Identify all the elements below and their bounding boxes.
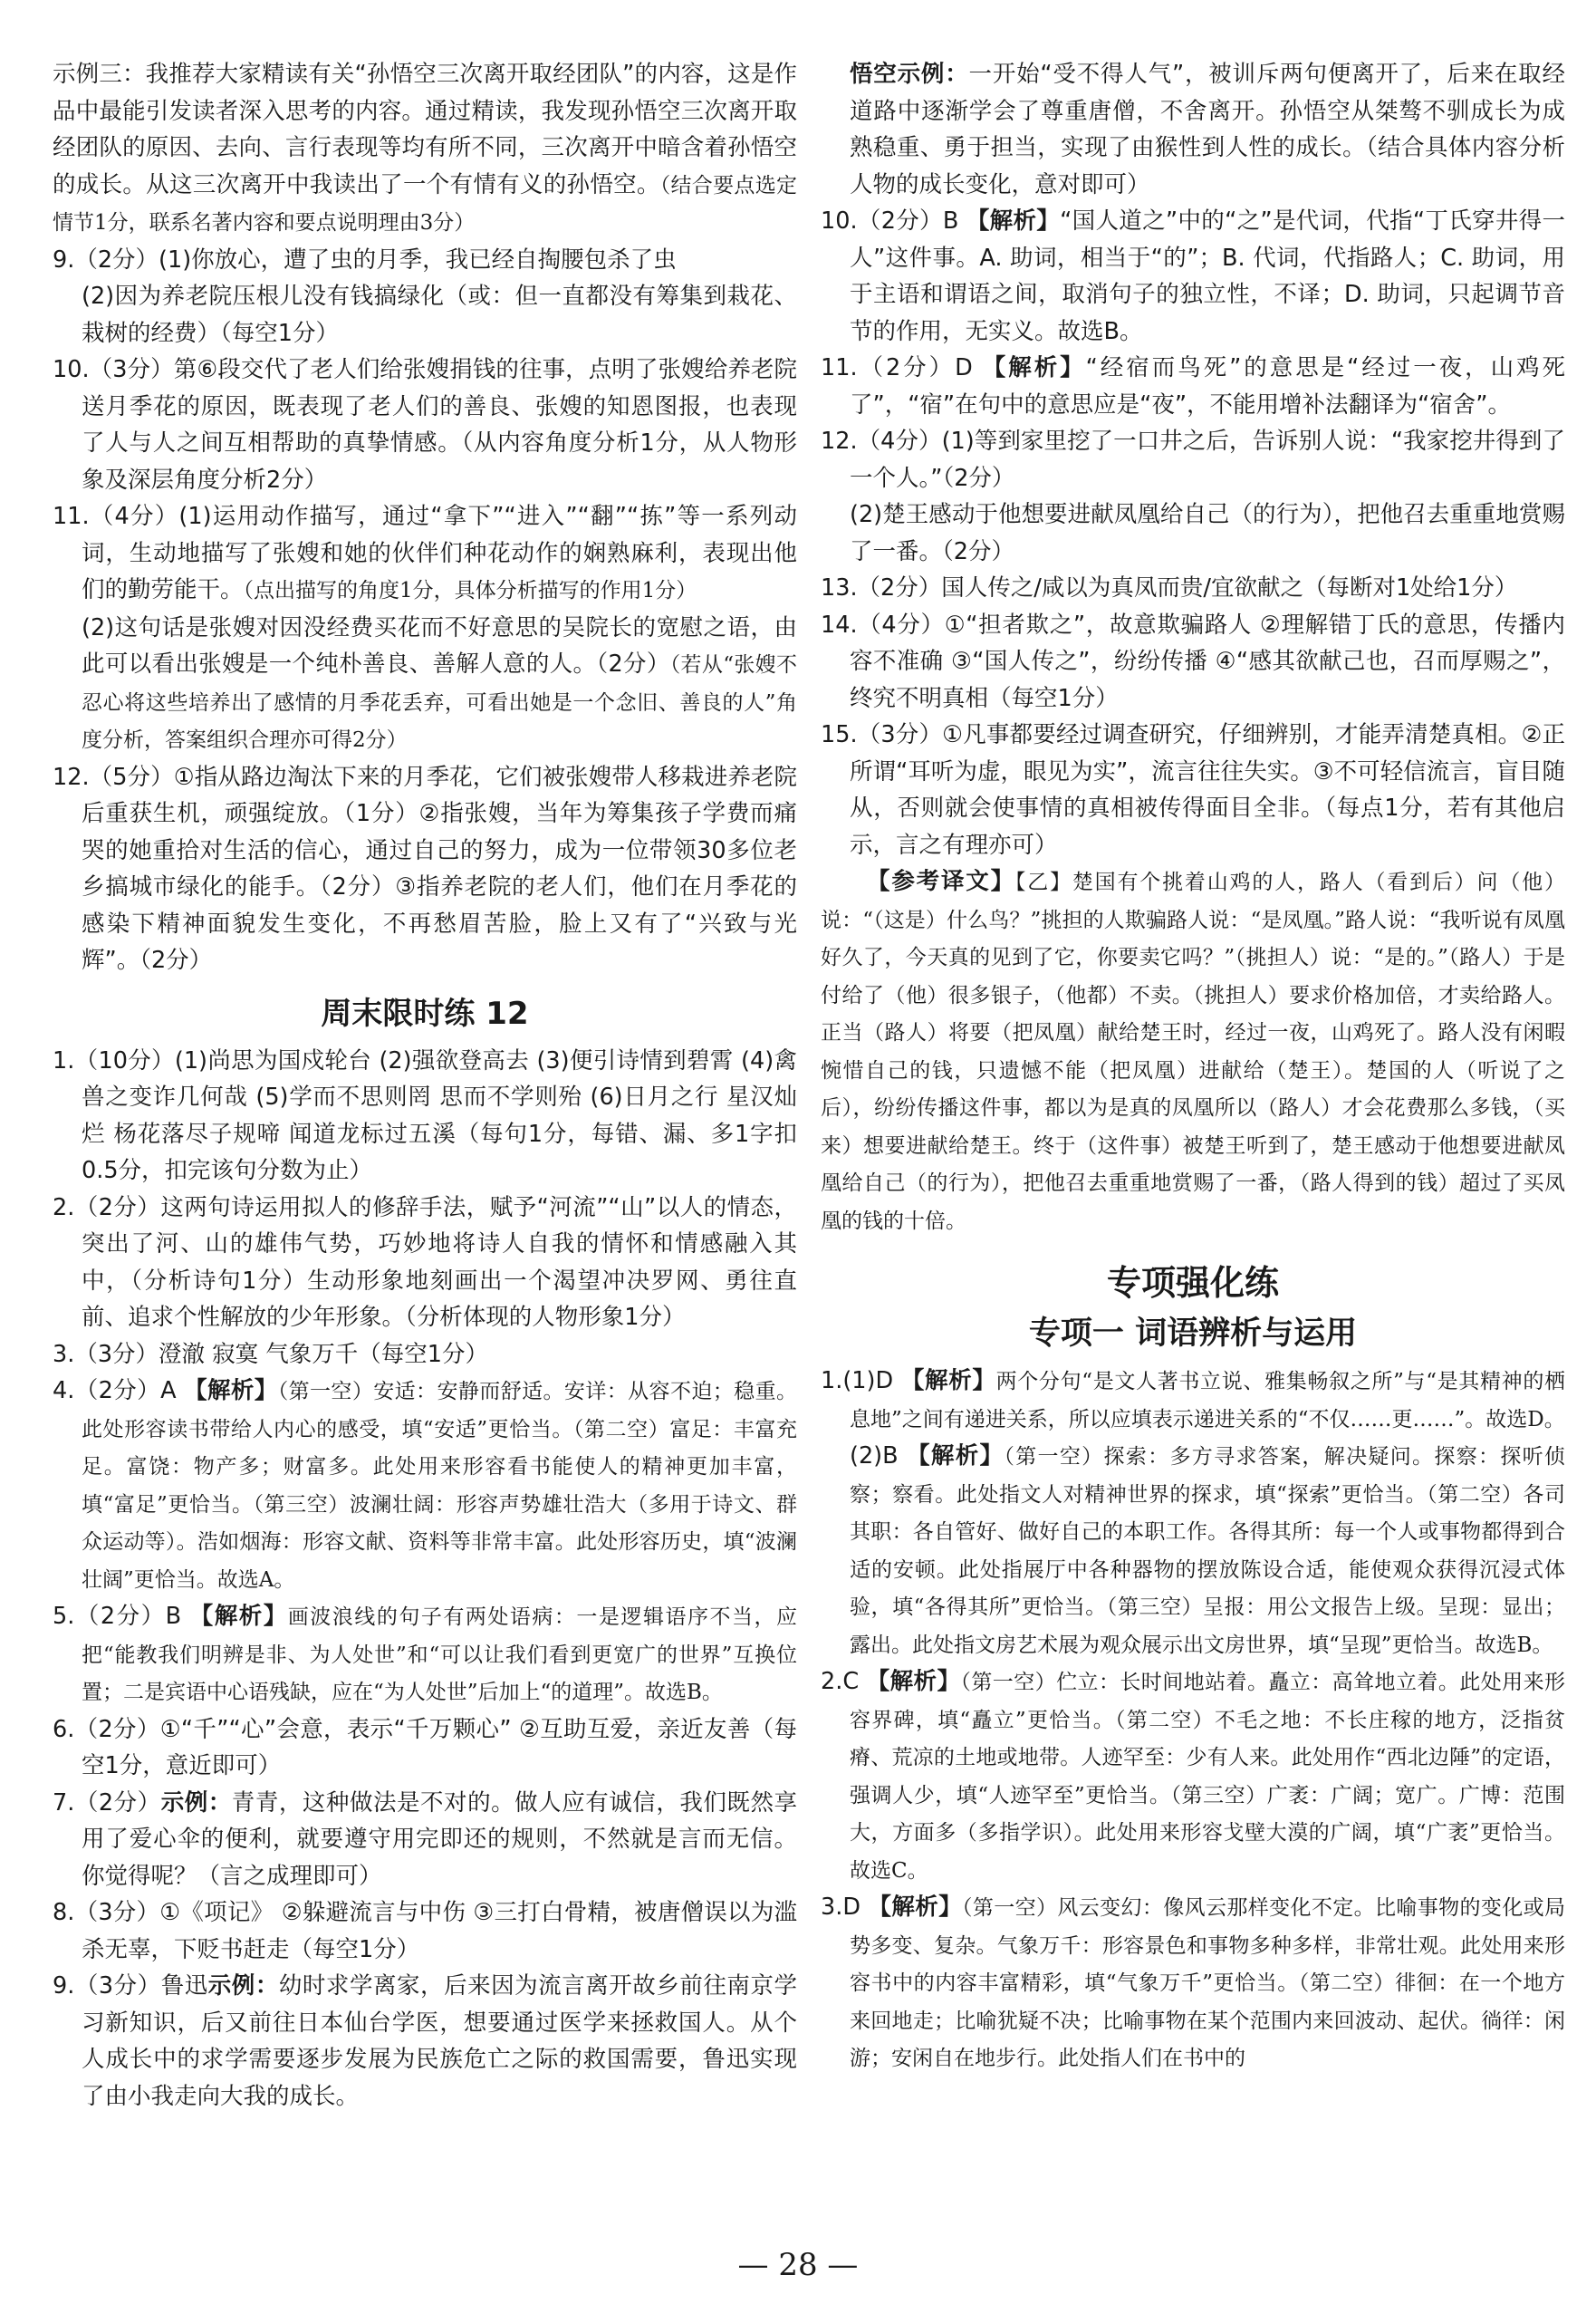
weekend-answer-1: 1.（10分）(1)尚思为国戍轮台 (2)强欲登高去 (3)便引诗情到碧霄 (4)禽兽之变诈几何哉 (5)学而不思则罔 思而不学则殆 (6)日月之行 星汉灿烂 杨花落尽子规啼 闻道龙标过五溪（每句1分，每错、漏、多1字扣0.5分，扣完该句分数为止） — [53, 1046, 797, 1184]
answer-9-part2: (2)因为养老院压根儿没有钱搞绿化（或：但一直都没有筹集到栽花、栽树的经费）（每空1分） — [82, 283, 797, 347]
left-column — [53, 56, 797, 2115]
special-answer-3: 3.D 【解析】（第一空）风云变幻：像风云那样变化不定。比喻事物的变化或局势多变、复杂。气象万千：形容景色和事物多种多样，非常壮观。此处用来形容书中的内容丰富精彩，填“气象万千”更恰当。（第二空）徘徊：在一个地方来回地走；比喻犹疑不决；比喻事物在某个范围内来回波动、起伏。徜徉：闲游；安闲自在地步行。此处指人们在书中的 — [821, 1894, 1565, 2070]
weekend-answer-15: 15.（3分）①凡事都要经过调查研究，仔细辨别，才能弄清楚真相。②正所谓“耳听为虚，眼见为实”，流言往往失实。③不可轻信流言，盲目随从，否则就会使事情的真相被传得面目全非。（每点1分，若有其他启示，言之有理亦可） — [821, 721, 1565, 859]
answer-12: 12.（5分）①指从路边淘汰下来的月季花，它们被张嫂带人移栽进养老院后重获生机，顽强绽放。（1分）②指张嫂，当年为筹集孩子学费而痛哭的她重拾对生活的信心，通过自己的努力，成为一位带领30多位老乡搞城市绿化的能手。（2分）③指养老院的老人们，他们在月季花的感染下精神面貌发生变化，不再愁眉苦脸，脸上又有了“兴致与光辉”。（2分） — [53, 763, 797, 974]
weekend-answer-6: 6.（2分）①“千”“心”会意，表示“千万颗心” ②互助互爱，亲近友善（每空1分，意近即可） — [53, 1715, 797, 1779]
weekend-answer-14: 14.（4分）①“担者欺之”，故意欺骗路人 ②理解错丁氏的意思，传播内容不准确 ③“国人传之”，纷纷传播 ④“感其欲献己也，召而厚赐之”，终究不明真相（每空1分） — [821, 611, 1565, 712]
reference-translation: 【参考译文】【乙】楚国有个挑着山鸡的人，路人（看到后）问（他）说：“（这是）什么鸟？”挑担的人欺骗路人说：“是凤凰。”路人说：“我听说有凤凰好久了，今天真的见到了它，你要卖它吗？”（挑担人）说：“是的。”（路人）于是付给了（他）很多银子，（他都）不卖。（挑担人）要求价格加倍，才卖给路人。正当（路人）将要（把凤凰）献给楚王时，经过一夜，山鸡死了。路人没有闲暇惋惜自己的钱，只遗憾不能（把凤凰）进献给（楚王）。楚国的人（听说了之后），纷纷传播这件事，都以为是真的凤凰所以（路人）才会花费那么多钱，（买来）想要进献给楚王。终于（这件事）被楚王听到了，楚王感动于他想要进献凤凰给自己（的行为），把他召去重重地赏赐了一番，（路人得到的钱）超过了买凤凰的钱的十倍。 — [821, 868, 1565, 1233]
page-number: — 28 — — [737, 2247, 859, 2283]
special-practice-title: 专项强化练 — [1106, 1263, 1279, 1303]
special-answer-1-1: 1.(1)D 【解析】两个分句“是文人著书立说、雅集畅叙之所”与“是其精神的栖息地”之间有递进关系，所以应填表示递进关系的“不仅……更……”。故选D。 — [821, 1367, 1565, 1431]
special-topic-one-title: 专项一 词语辨析与运用 — [1028, 1316, 1358, 1352]
weekend-answer-8: 8.（3分）①《项记》 ②躲避流言与中伤 ③三打白骨精，被唐僧误以为滥杀无辜，下贬书赶走（每空1分） — [53, 1899, 797, 1963]
answer-11-part1: 11.（4分）(1)运用动作描写，通过“拿下”“进入”“翻”“拣”等一系列动词，生动地描写了张嫂和她的伙伴们种花动作的娴熟麻利，表现出他们的勤劳能干。（点出描写的角度1分，具体分析描写的作用1分） — [53, 503, 797, 603]
section-title-weekend-12: 周末限时练 12 — [321, 995, 529, 1032]
weekend-answer-4: 4.（2分）A 【解析】（第一空）安适：安静而舒适。安详：从容不迫；稳重。此处形容读书带给人内心的感受，填“安适”更恰当。（第二空）富足：丰富充足。富饶：物产多；财富多。此处用来形容看书能使人的精神更加丰富，填“富足”更恰当。（第三空）波澜壮阔：形容声势雄壮浩大（多用于诗文、群众运动等）。浩如烟海：形容文献、资料等非常丰富。此处形容历史，填“波澜壮阔”更恰当。故选A。 — [53, 1377, 797, 1592]
weekend-answer-7: 7.（2分）示例：青青，这种做法是不对的。做人应有诚信，我们既然享用了爱心伞的便利，就要遵守用完即还的规则，不然就是言而无信。你觉得呢？（言之成理即可） — [53, 1788, 797, 1890]
weekend-answer-2: 2.（2分）这两句诗运用拟人的修辞手法，赋予“河流”“山”以人的情态，突出了河、山的雄伟气势，巧妙地将诗人自我的情怀和情感融入其中，（分析诗句1分）生动形象地刻画出一个渴望冲决罗网、勇往直前、追求个性解放的少年形象。（分析体现的人物形象1分） — [53, 1193, 797, 1331]
example-three: 示例三：我推荐大家精读有关“孙悟空三次离开取经团队”的内容，这是作品中最能引发读者深入思考的内容。通过精读，我发现孙悟空三次离开取经团队的原因、去向、言行表现等均有所不同，三次离开中暗含着孙悟空的成长。从这三次离开中我读出了一个有情有义的孙悟空。（结合要点选定情节1分，联系名著内容和要点说明理由3分） — [53, 61, 797, 235]
weekend-answer-9: 9.（3分）鲁迅示例：幼时求学离家，后来因为流言离开故乡前往南京学习新知识，后又前往日本仙台学医，想要通过医学来拯救国人。从个人成长中的求学需要逐步发展为民族危亡之际的救国需要，鲁迅实现了由小我走向大我的成长。 — [53, 1972, 797, 2110]
answer-10: 10.（3分）第⑥段交代了老人们给张嫂捐钱的往事，点明了张嫂给养老院送月季花的原因，既表现了老人们的善良、张嫂的知恩图报，也表现了人与人之间互相帮助的真挚情感。（从内容角度分析1分，从人物形象及深层角度分析2分） — [53, 356, 797, 494]
special-answer-1-2: (2)B 【解析】（第一空）探索：多方寻求答案，解决疑问。探察：探听侦察；察看。此处指文人对精神世界的探求，填“探索”更恰当。（第二空）各司其职：各自管好、做好自己的本职工作。各得其所：每一个人或事物都得到合适的安顿。此处指展厅中各种器物的摆放陈设合适，能使观众获得沉浸式体验，填“各得其所”更恰当。（第三空）呈报：用公文报告上级。呈现：显出；露出。此处指文房艺术展为观众展示出文房世界，填“呈现”更恰当。故选B。 — [850, 1442, 1565, 1657]
special-answer-2: 2.C 【解析】（第一空）伫立：长时间地站着。矗立：高耸地立着。此处用来形容界碑，填“矗立”更恰当。（第二空）不毛之地：不长庄稼的地方，泛指贫瘠、荒凉的土地或地带。人迹罕至：少有人来。此处用作“西北边陲”的定语，强调人少，填“人迹罕至”更恰当。（第三空）广袤：广阔；宽广。广博：范围大，方面多（多指学识）。此处用来形容戈壁大漠的广阔，填“广袤”更恰当。故选C。 — [821, 1668, 1565, 1883]
weekend-answer-3: 3.（3分）澄澈 寂寞 气象万千（每空1分） — [53, 1340, 488, 1368]
right-column — [821, 56, 1565, 2077]
weekend-answer-12-part2: (2)楚王感动于他想要进献凤凰给自己（的行为），把他召去重重地赏赐了一番。（2分） — [850, 501, 1565, 565]
weekend-answer-11: 11.（2分）D 【解析】“经宿而鸟死”的意思是“经过一夜，山鸡死了”，“宿”在句中的意思应是“夜”，不能用增补法翻译为“宿舍”。 — [821, 354, 1565, 419]
weekend-answer-10: 10.（2分）B 【解析】“国人道之”中的“之”是代词，代指“丁氏穿井得一人”这件事。A. 助词，相当于“的”；B. 代词，代指路人；C. 助词，用于主语和谓语之间，取消句子的独立性，不译；D. 助词，只起调节音节的作用，无实义。故选B。 — [821, 207, 1565, 345]
answer-9-part1: 9.（2分）(1)你放心，遭了虫的月季，我已经自掏腰包杀了虫 — [53, 246, 677, 274]
weekend-answer-12-part1: 12.（4分）(1)等到家里挖了一口井之后，告诉别人说：“我家挖井得到了一个人。”（2分） — [821, 428, 1565, 492]
answer-11-part2: (2)这句话是张嫂对因没经费买花而不好意思的吴院长的宽慰之语，由此可以看出张嫂是一个纯朴善良、善解人意的人。（2分）（若从“张嫂不忍心将这些培养出了感情的月季花丢弃，可看出她是一个念旧、善良的人”角度分析，答案组织合理亦可得2分） — [82, 613, 797, 752]
weekend-answer-5: 5.（2分）B 【解析】画波浪线的句子有两处语病：一是逻辑语序不当，应把“能教我们明辨是非、为人处世”和“可以让我们看到更宽广的世界”互换位置；二是宾语中心语残缺，应在“为人处世”后加上“的道理”。故选B。 — [53, 1603, 797, 1704]
weekend-answer-13: 13.（2分）国人传之/咸以为真凤而贵/宜欲献之（每断对1处给1分） — [821, 574, 1518, 602]
weekend-answer-9-continued: 悟空示例：一开始“受不得人气”，被训斥两句便离开了，后来在取经道路中逐渐学会了尊重唐僧，不舍离开。孙悟空从桀骜不驯成长为成熟稳重、勇于担当，实现了由猴性到人性的成长。（结合具体内容分析人物的成长变化，意对即可） — [850, 61, 1565, 198]
